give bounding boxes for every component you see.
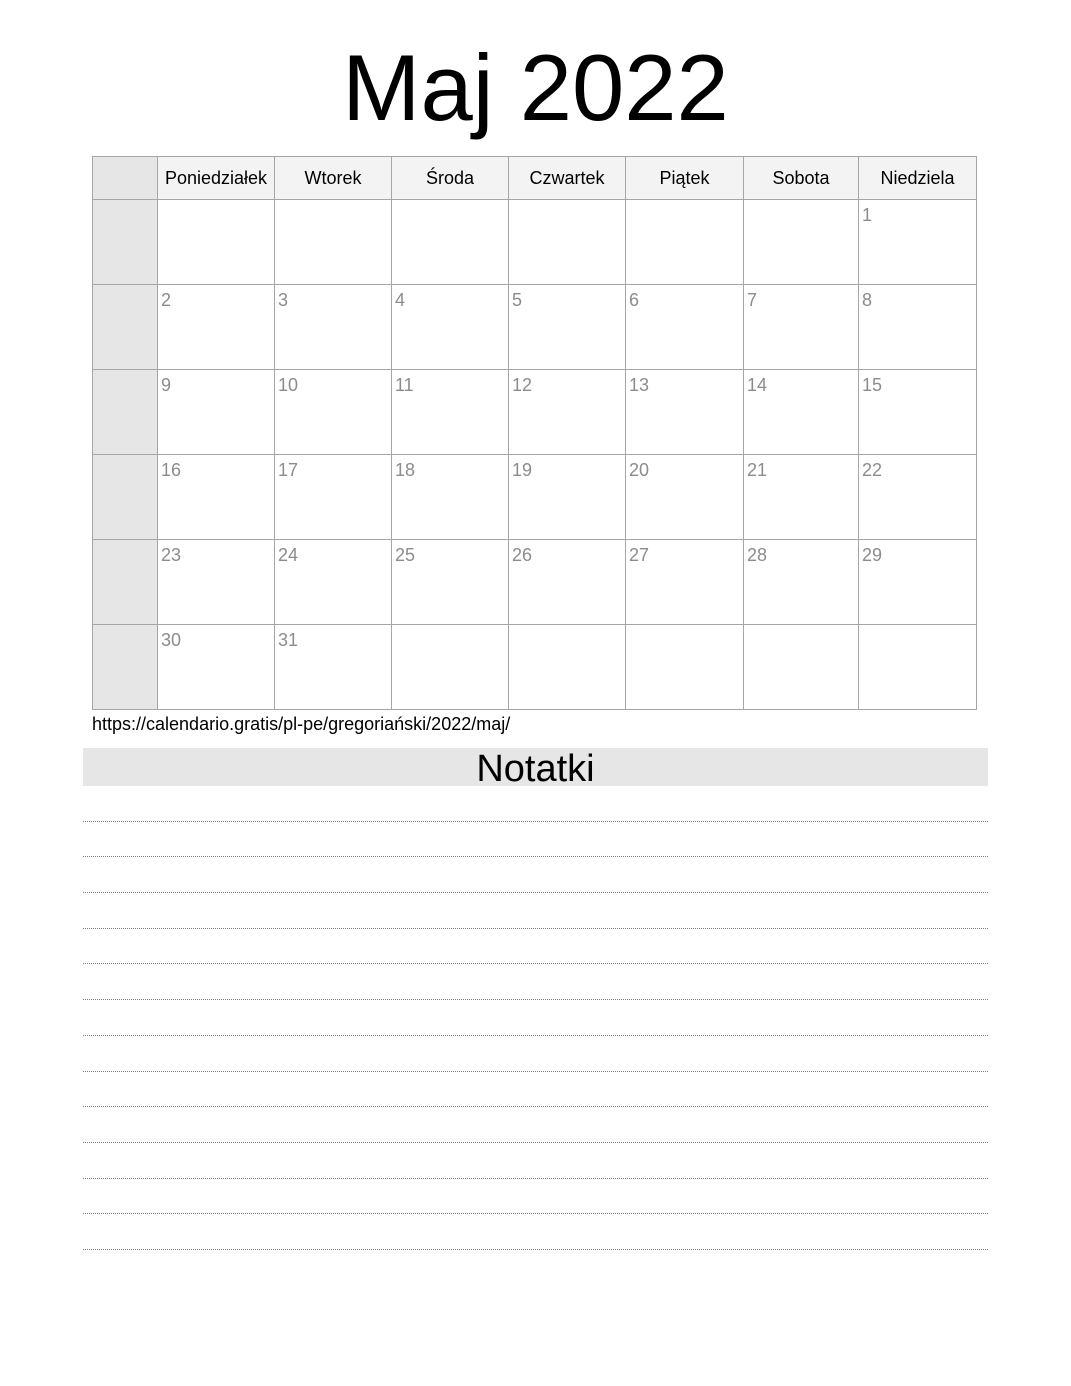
week-row <box>93 200 977 285</box>
note-line <box>83 929 988 965</box>
note-line <box>83 822 988 858</box>
day-cell <box>392 540 509 625</box>
day-number <box>626 200 743 205</box>
day-cell <box>275 540 392 625</box>
day-cell <box>744 540 859 625</box>
day-number <box>509 625 625 630</box>
day-number: 14 <box>747 375 768 395</box>
week-row <box>93 625 977 710</box>
note-line <box>83 786 988 822</box>
day-number: 29 <box>862 545 883 565</box>
day-cell <box>744 200 859 285</box>
day-number: 3 <box>278 290 289 310</box>
day-number: 4 <box>395 290 406 310</box>
day-number <box>158 200 274 205</box>
day-cell <box>626 625 744 710</box>
week-number-cell <box>93 625 158 710</box>
day-cell <box>509 455 626 540</box>
day-cell <box>509 370 626 455</box>
day-cell <box>744 370 859 455</box>
week-row <box>93 370 977 455</box>
day-number: 6 <box>629 290 640 310</box>
day-number: 1 <box>862 205 873 225</box>
note-line <box>83 1072 988 1108</box>
day-cell <box>158 370 275 455</box>
day-cell <box>626 370 744 455</box>
day-number: 15 <box>862 375 883 395</box>
day-cell <box>859 540 977 625</box>
day-cell <box>509 200 626 285</box>
day-cell <box>158 625 275 710</box>
day-number: 9 <box>161 375 172 395</box>
weekday-header: Wtorek <box>275 157 392 200</box>
day-number <box>509 200 625 205</box>
weekday-header: Czwartek <box>509 157 626 200</box>
notes-lines <box>83 786 988 1250</box>
day-cell <box>509 625 626 710</box>
day-number: 19 <box>512 460 533 480</box>
day-number <box>744 200 858 205</box>
week-column-header <box>93 157 158 200</box>
day-cell <box>392 455 509 540</box>
day-number: 31 <box>278 630 299 650</box>
day-number: 27 <box>629 545 650 565</box>
day-cell <box>158 540 275 625</box>
note-line <box>83 1036 988 1072</box>
day-number: 2 <box>161 290 172 310</box>
weekday-header: Sobota <box>744 157 859 200</box>
note-line <box>83 1143 988 1179</box>
weekday-header: Piątek <box>626 157 744 200</box>
day-cell <box>275 200 392 285</box>
day-number: 8 <box>862 290 873 310</box>
day-cell <box>392 200 509 285</box>
day-number <box>392 625 508 630</box>
week-number-cell <box>93 370 158 455</box>
day-number: 26 <box>512 545 533 565</box>
day-number: 11 <box>395 375 414 395</box>
weekday-header: Niedziela <box>859 157 977 200</box>
day-cell <box>392 370 509 455</box>
day-cell <box>392 625 509 710</box>
note-line <box>83 1179 988 1215</box>
day-cell <box>158 455 275 540</box>
day-cell <box>744 625 859 710</box>
day-cell <box>626 540 744 625</box>
day-number: 12 <box>512 375 533 395</box>
week-number-cell <box>93 540 158 625</box>
week-number-cell <box>93 285 158 370</box>
day-number: 25 <box>395 545 416 565</box>
weekday-header: Poniedziałek <box>158 157 275 200</box>
calendar-grid <box>92 156 977 710</box>
day-cell <box>626 285 744 370</box>
day-number: 21 <box>747 460 768 480</box>
note-line <box>83 1214 988 1250</box>
day-cell <box>275 625 392 710</box>
day-cell <box>744 285 859 370</box>
day-cell <box>275 370 392 455</box>
day-number: 28 <box>747 545 768 565</box>
day-cell <box>509 540 626 625</box>
day-cell <box>626 455 744 540</box>
day-cell <box>744 455 859 540</box>
note-line <box>83 1107 988 1143</box>
day-number: 17 <box>278 460 299 480</box>
weekday-header: Środa <box>392 157 509 200</box>
week-number-cell <box>93 200 158 285</box>
day-number: 18 <box>395 460 416 480</box>
day-cell <box>626 200 744 285</box>
day-number <box>626 625 743 630</box>
day-cell <box>859 625 977 710</box>
day-number: 16 <box>161 460 182 480</box>
week-number-cell <box>93 455 158 540</box>
day-number: 24 <box>278 545 299 565</box>
day-number <box>275 200 391 205</box>
week-row <box>93 285 977 370</box>
day-number <box>859 625 976 630</box>
day-cell <box>859 370 977 455</box>
day-number <box>392 200 508 205</box>
day-number: 13 <box>629 375 650 395</box>
day-cell <box>275 285 392 370</box>
page-title: Maj 2022 <box>342 35 729 140</box>
day-cell <box>158 200 275 285</box>
day-number: 5 <box>512 290 523 310</box>
notes-title: Notatki <box>83 748 988 786</box>
day-cell <box>509 285 626 370</box>
day-number: 20 <box>629 460 650 480</box>
note-line <box>83 893 988 929</box>
day-number <box>744 625 858 630</box>
day-cell <box>859 455 977 540</box>
day-cell <box>859 200 977 285</box>
note-line <box>83 964 988 1000</box>
day-number: 7 <box>747 290 758 310</box>
day-cell <box>392 285 509 370</box>
day-number: 10 <box>278 375 299 395</box>
note-line <box>83 1000 988 1036</box>
day-number: 22 <box>862 460 883 480</box>
day-cell <box>158 285 275 370</box>
source-url: https://calendario.gratis/pl-pe/gregoriański/2022/maj/ <box>92 714 511 734</box>
weekday-header-row <box>93 157 977 200</box>
week-row <box>93 540 977 625</box>
day-cell <box>859 285 977 370</box>
week-row <box>93 455 977 540</box>
note-line <box>83 857 988 893</box>
day-cell <box>275 455 392 540</box>
day-number: 23 <box>161 545 182 565</box>
day-number: 30 <box>161 630 182 650</box>
